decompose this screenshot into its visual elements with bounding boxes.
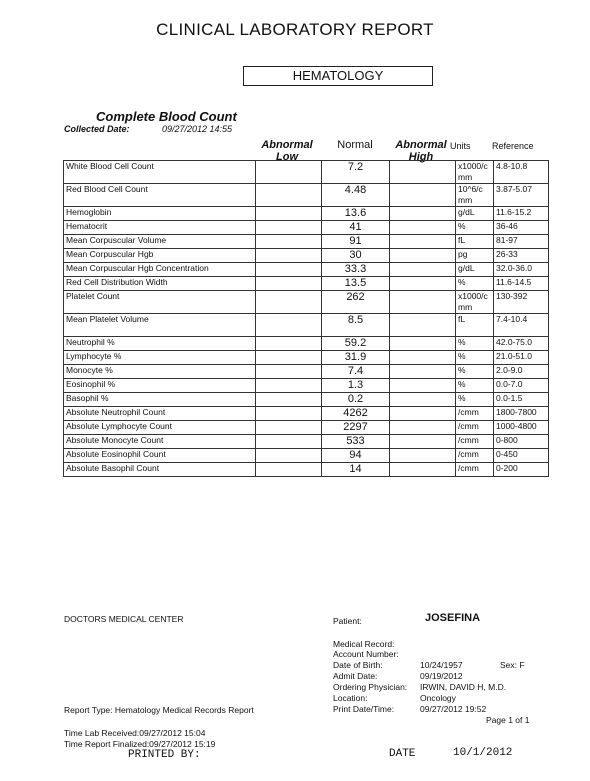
table-row — [64, 263, 549, 277]
test-name-cell: Absolute Lymphocyte Count — [64, 421, 256, 435]
table-row — [64, 207, 549, 221]
patient-label: Patient: — [333, 616, 362, 626]
reference-cell: 4.8-10.8 — [494, 161, 549, 184]
units-cell: % — [456, 277, 494, 291]
abnormal-high-cell — [390, 463, 456, 477]
normal-value-cell: 94 — [322, 449, 390, 463]
abnormal-low-cell — [256, 435, 322, 449]
table-row — [64, 407, 549, 421]
units-cell: % — [456, 379, 494, 393]
reference-cell: 0-200 — [494, 463, 549, 477]
patient-name: JOSEFINA — [425, 612, 481, 624]
test-name-cell: Monocyte % — [64, 365, 256, 379]
units-cell: g/dL — [456, 207, 494, 221]
facility-name: DOCTORS MEDICAL CENTER — [64, 614, 184, 624]
test-name-cell: Basophil % — [64, 393, 256, 407]
dob-label: Date of Birth: — [333, 660, 383, 670]
abnormal-high-cell — [390, 263, 456, 277]
medical-record-label: Medical Record: — [333, 639, 395, 649]
table-row — [64, 184, 549, 207]
location-value: Oncology — [420, 693, 456, 703]
table-row — [64, 221, 549, 235]
units-cell: % — [456, 221, 494, 235]
reference-cell: 42.0-75.0 — [494, 337, 549, 351]
abnormal-low-cell — [256, 277, 322, 291]
abnormal-low-cell — [256, 379, 322, 393]
reference-cell: 1000-4800 — [494, 421, 549, 435]
reference-cell: 0-450 — [494, 449, 549, 463]
col-normal: Normal — [337, 139, 373, 151]
abnormal-low-cell — [256, 235, 322, 249]
panel-title: Complete Blood Count — [96, 109, 237, 124]
test-name-cell: White Blood Cell Count — [64, 161, 256, 184]
units-cell: /cmm — [456, 421, 494, 435]
abnormal-high-cell — [390, 435, 456, 449]
reference-cell: 0-800 — [494, 435, 549, 449]
date-label: DATE — [389, 748, 416, 760]
abnormal-low-cell — [256, 161, 322, 184]
admit-date-value: 09/19/2012 — [420, 671, 463, 681]
normal-value-cell: 31.9 — [322, 351, 390, 365]
test-name-cell: Neutrophil % — [64, 337, 256, 351]
test-name-cell: Absolute Neutrophil Count — [64, 407, 256, 421]
table-row — [64, 393, 549, 407]
col-abnormal-low: Abnormal Low — [261, 139, 313, 163]
units-cell: x1000/c mm — [456, 161, 494, 184]
abnormal-high-cell — [390, 314, 456, 337]
table-row — [64, 365, 549, 379]
abnormal-high-cell — [390, 407, 456, 421]
printed-by-label: PRINTED BY: — [128, 749, 201, 761]
reference-cell: 0.0-7.0 — [494, 379, 549, 393]
reference-cell: 2.0-9.0 — [494, 365, 549, 379]
abnormal-low-cell — [256, 337, 322, 351]
test-name-cell: Absolute Eosinophil Count — [64, 449, 256, 463]
table-row — [64, 463, 549, 477]
table-row — [64, 337, 549, 351]
admit-date-label: Admit Date: — [333, 671, 378, 681]
dob-value: 10/24/1957 — [420, 660, 463, 670]
table-row — [64, 161, 549, 184]
abnormal-high-cell — [390, 277, 456, 291]
account-number-label: Account Number: — [333, 649, 399, 659]
normal-value-cell: 7.2 — [322, 161, 390, 184]
report-type: Report Type: Hematology Medical Records Report — [64, 705, 254, 715]
test-name-cell: Eosinophil % — [64, 379, 256, 393]
reference-cell: 3.87-5.07 — [494, 184, 549, 207]
abnormal-high-cell — [390, 291, 456, 314]
units-cell: % — [456, 365, 494, 379]
units-cell: % — [456, 351, 494, 365]
collected-date-value: 09/27/2012 14:55 — [162, 124, 233, 134]
reference-cell: 130-392 — [494, 291, 549, 314]
reference-cell: 26-33 — [494, 249, 549, 263]
test-name-cell: Red Blood Cell Count — [64, 184, 256, 207]
table-row — [64, 291, 549, 314]
print-date-value: 09/27/2012 19:52 — [420, 704, 487, 714]
normal-value-cell: 13.5 — [322, 277, 390, 291]
test-name-cell: Red Cell Distribution Width — [64, 277, 256, 291]
reference-cell: 36-46 — [494, 221, 549, 235]
abnormal-high-cell — [390, 351, 456, 365]
test-name-cell: Hematocrit — [64, 221, 256, 235]
reference-cell: 0.0-1.5 — [494, 393, 549, 407]
abnormal-high-cell — [390, 337, 456, 351]
abnormal-high-cell — [390, 365, 456, 379]
units-cell: 10^6/c mm — [456, 184, 494, 207]
normal-value-cell: 1.3 — [322, 379, 390, 393]
normal-value-cell: 2297 — [322, 421, 390, 435]
normal-value-cell: 533 — [322, 435, 390, 449]
test-name-cell: Lymphocyte % — [64, 351, 256, 365]
col-units: Units — [450, 141, 471, 151]
normal-value-cell: 33.3 — [322, 263, 390, 277]
reference-cell: 21.0-51.0 — [494, 351, 549, 365]
test-name-cell: Absolute Basophil Count — [64, 463, 256, 477]
test-name-cell: Mean Corpuscular Hgb Concentration — [64, 263, 256, 277]
abnormal-low-cell — [256, 291, 322, 314]
units-cell: /cmm — [456, 463, 494, 477]
abnormal-high-cell — [390, 393, 456, 407]
table-row — [64, 314, 549, 337]
abnormal-high-cell — [390, 379, 456, 393]
collected-date-label: Collected Date: — [64, 124, 130, 134]
normal-value-cell: 41 — [322, 221, 390, 235]
normal-value-cell: 59.2 — [322, 337, 390, 351]
abnormal-low-cell — [256, 314, 322, 337]
reference-cell: 1800-7800 — [494, 407, 549, 421]
units-cell: /cmm — [456, 407, 494, 421]
location-label: Location: — [333, 693, 368, 703]
section-title: HEMATOLOGY — [243, 66, 433, 86]
reference-cell: 81-97 — [494, 235, 549, 249]
abnormal-high-cell — [390, 249, 456, 263]
abnormal-low-cell — [256, 249, 322, 263]
units-cell: g/dL — [456, 263, 494, 277]
normal-value-cell: 14 — [322, 463, 390, 477]
units-cell: /cmm — [456, 449, 494, 463]
abnormal-low-cell — [256, 463, 322, 477]
table-row — [64, 249, 549, 263]
abnormal-high-cell — [390, 221, 456, 235]
abnormal-high-cell — [390, 161, 456, 184]
abnormal-low-cell — [256, 393, 322, 407]
abnormal-high-cell — [390, 184, 456, 207]
col-reference: Reference — [492, 141, 534, 151]
abnormal-low-cell — [256, 184, 322, 207]
table-row — [64, 421, 549, 435]
report-title: CLINICAL LABORATORY REPORT — [156, 20, 434, 39]
table-row — [64, 277, 549, 291]
time-report-finalized: Time Report Finalized:09/27/2012 15:19 — [64, 739, 216, 749]
table-row — [64, 379, 549, 393]
abnormal-low-cell — [256, 263, 322, 277]
reference-cell: 11.6-15.2 — [494, 207, 549, 221]
normal-value-cell: 0.2 — [322, 393, 390, 407]
abnormal-high-cell — [390, 207, 456, 221]
abnormal-high-cell — [390, 449, 456, 463]
normal-value-cell: 91 — [322, 235, 390, 249]
abnormal-low-cell — [256, 407, 322, 421]
abnormal-low-cell — [256, 421, 322, 435]
abnormal-low-cell — [256, 365, 322, 379]
abnormal-high-cell — [390, 421, 456, 435]
normal-value-cell: 8.5 — [322, 314, 390, 337]
reference-cell: 7.4-10.4 — [494, 314, 549, 337]
test-name-cell: Mean Platelet Volume — [64, 314, 256, 337]
reference-cell: 32.0-36.0 — [494, 263, 549, 277]
print-date-label: Print Date/Time: — [333, 704, 395, 714]
test-name-cell: Absolute Monocyte Count — [64, 435, 256, 449]
test-name-cell: Mean Corpuscular Hgb — [64, 249, 256, 263]
normal-value-cell: 4262 — [322, 407, 390, 421]
units-cell: fL — [456, 314, 494, 337]
test-name-cell: Hemoglobin — [64, 207, 256, 221]
physician-label: Ordering Physician: — [333, 682, 408, 692]
abnormal-low-cell — [256, 207, 322, 221]
units-cell: fL — [456, 235, 494, 249]
table-row — [64, 235, 549, 249]
table-row — [64, 435, 549, 449]
abnormal-low-cell — [256, 351, 322, 365]
test-name-cell: Mean Corpuscular Volume — [64, 235, 256, 249]
normal-value-cell: 13.6 — [322, 207, 390, 221]
cbc-results-table — [63, 160, 549, 477]
units-cell: % — [456, 337, 494, 351]
normal-value-cell: 7.4 — [322, 365, 390, 379]
normal-value-cell: 4.48 — [322, 184, 390, 207]
units-cell: /cmm — [456, 435, 494, 449]
table-row — [64, 351, 549, 365]
units-cell: % — [456, 393, 494, 407]
reference-cell: 11.6-14.5 — [494, 277, 549, 291]
page-number: Page 1 of 1 — [486, 715, 530, 725]
test-name-cell: Platelet Count — [64, 291, 256, 314]
abnormal-high-cell — [390, 235, 456, 249]
units-cell: x1000/c mm — [456, 291, 494, 314]
abnormal-low-cell — [256, 221, 322, 235]
physician-value: IRWIN, DAVID H, M.D. — [420, 682, 507, 692]
date-value: 10/1/2012 — [453, 747, 513, 759]
table-row — [64, 449, 549, 463]
abnormal-low-cell — [256, 449, 322, 463]
units-cell: pg — [456, 249, 494, 263]
normal-value-cell: 30 — [322, 249, 390, 263]
time-lab-received: Time Lab Received:09/27/2012 15:04 — [64, 728, 206, 738]
normal-value-cell: 262 — [322, 291, 390, 314]
sex-value: Sex: F — [500, 660, 525, 670]
col-abnormal-high: Abnormal High — [395, 139, 447, 163]
